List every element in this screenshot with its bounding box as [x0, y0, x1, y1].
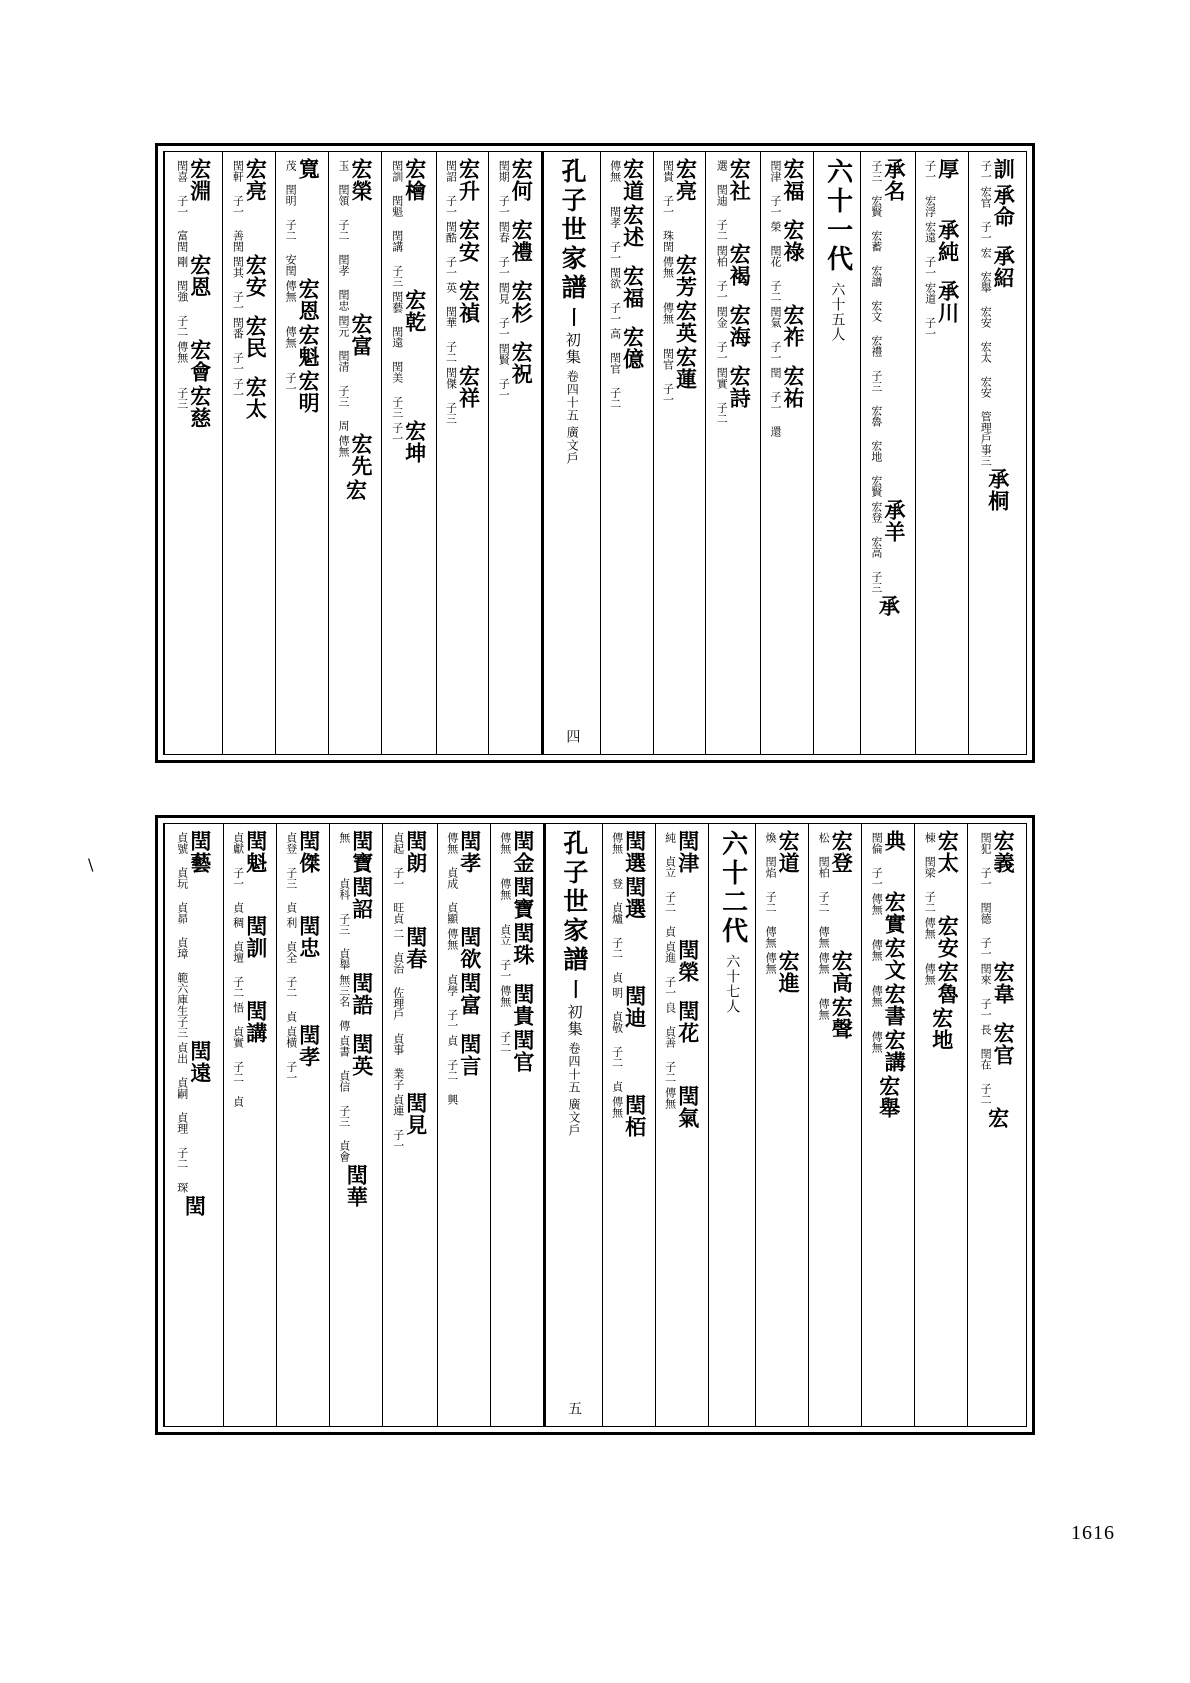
column-5	[705, 152, 760, 754]
entry: 承命 宏官 子一	[979, 184, 1017, 243]
inner-page-number: 四	[564, 729, 581, 744]
entry: 承紹 宏 宏舉 宏安 宏太 宏安 管理戶事三	[979, 245, 1017, 466]
book-title-column	[541, 152, 600, 754]
column-9	[436, 152, 489, 754]
entry: 宏升 閏詔 子一	[444, 158, 482, 217]
column-7	[600, 152, 653, 754]
entry: 宏道 傳無	[608, 158, 646, 202]
entry: 宏何 閏期 子一	[497, 158, 535, 217]
entry: 閏選 傳無	[610, 830, 648, 874]
entry: 閏遠 貞出 貞嗣 貞理 子二 琛	[175, 1040, 213, 1193]
page-margin-tick: \	[88, 855, 94, 874]
entry: 宏坤 子一	[390, 420, 428, 464]
entry: 閏栢 傳無	[610, 1094, 648, 1138]
entry: 閏寶 傳無	[498, 876, 536, 920]
column-12	[275, 152, 328, 754]
entry: 宏書 傳無	[870, 983, 908, 1027]
entry: 閏華	[344, 1164, 370, 1208]
entry: 宏安 閏其 子一	[231, 254, 269, 313]
book-title: 孔子世家譜	[559, 830, 589, 975]
entry: 宏海 閏金 子一	[715, 304, 753, 363]
entry: 宏祿 榮 閏花 子二	[768, 219, 806, 302]
generation-count: 六十七人	[724, 954, 741, 1014]
entry: 閏金 傳無	[498, 830, 536, 874]
entry: 閏詔 貞科 子三 貞舉	[337, 876, 375, 970]
entry: 宏舉	[876, 1075, 902, 1119]
entry: 宏高 傳無	[817, 950, 855, 994]
entry: 閏春 二 貞治 佐理戶 貞事 業子	[391, 926, 429, 1090]
entry: 閏榮 貞進 子一	[663, 939, 701, 998]
column-5	[755, 824, 808, 1426]
entry: 閏欲 傳無	[445, 926, 483, 970]
entry: 宏榮 玉 閏領 子二 閏孝 閏忠	[336, 158, 374, 311]
entry: 閏孝 貞横 子一	[284, 1024, 322, 1083]
entry: 宏道 煥 閏焰 子二 傳無	[764, 830, 802, 948]
entry: 承川 宏道 子一	[923, 280, 961, 339]
entry: 宏亮 閏貴 子一 珠閏	[661, 158, 699, 252]
entry: 宏會 傳無	[175, 339, 213, 383]
column-1	[968, 152, 1026, 754]
entry: 典 閏倫 子一	[870, 830, 908, 889]
entry: 宏亮 閏軒 子一 善閏	[231, 158, 269, 252]
column-13	[223, 824, 276, 1426]
column-3	[860, 152, 915, 754]
entry: 訓 子一	[979, 158, 1017, 182]
entry: 閏氣 傳無	[663, 1085, 701, 1129]
entry: 宏明 子一	[284, 370, 322, 414]
entry: 閏朗 貞起 子一 旺貞	[391, 830, 429, 924]
entry: 承桐	[985, 468, 1011, 512]
entry: 宏淵 閏喜 子一 富閏	[175, 158, 213, 252]
column-7	[602, 824, 655, 1426]
entry: 閏魁 貞獻 子一 貞	[231, 830, 269, 913]
entry: 宏民 閏番 子一	[231, 315, 269, 374]
entry: 宏先 傳無	[336, 433, 374, 477]
column-8	[490, 824, 543, 1426]
entry: 宏禮 閏春 子一	[497, 219, 535, 278]
entry: 宏祝 閏賢 子一	[497, 341, 535, 400]
entry: 閏選 登 貞爐 子二 貞	[610, 876, 648, 983]
entry: 寬 茂 閏明 子二 安閏	[284, 158, 322, 276]
entry: 閏英 貞書 貞信 子三 貞會	[337, 1033, 375, 1162]
section-mark-icon: 〡	[560, 307, 585, 328]
book-publisher: 廣文戶	[565, 426, 580, 465]
entry: 宏福 閏欲 子一	[608, 265, 646, 324]
generation-title-column	[708, 824, 755, 1426]
entry: 閏訓 稠 貞壇 子二	[231, 915, 269, 998]
entry: 承純 宏遠 子一	[923, 219, 961, 278]
entry: 閏藝 貞號 貞玩 貞昴 貞璋 範六庫生子三	[175, 830, 213, 1038]
column-2	[915, 152, 968, 754]
entry: 宏太 子一	[231, 376, 269, 420]
entry: 宏進 傳無	[764, 950, 802, 994]
entry: 宏億 高 閏官 子二	[608, 326, 646, 409]
column-10	[382, 824, 437, 1426]
entry: 閏貴 傳無	[498, 983, 536, 1027]
section-mark-icon: 〡	[562, 979, 587, 1000]
column-14	[164, 824, 223, 1426]
generation-title: 六十二代	[717, 830, 748, 946]
column-4	[808, 824, 861, 1426]
book-title: 孔子世家譜	[558, 158, 588, 303]
entry: 宏	[985, 1107, 1011, 1129]
entry: 宏講 傳無	[870, 1029, 908, 1073]
entry: 承	[876, 595, 902, 617]
entry: 閏珠 貞立 子一	[498, 922, 536, 981]
generation-count: 六十五人	[829, 282, 846, 342]
entry: 閏迪 明 貞敬 子二 貞	[610, 985, 648, 1092]
entry: 厚 子一 宏浮	[923, 158, 961, 217]
entry: 宏社 選 閏迪 子二	[715, 158, 753, 241]
entry: 宏蓮 閏官 子一	[661, 346, 699, 405]
entry: 承名 子三 宏賢 宏蓄 宏譜 宏文 宏禮 子三 宏魯 宏地 宏賢	[869, 158, 907, 497]
entry: 宏實 傳無	[870, 891, 908, 935]
entry: 閏寶 無	[337, 830, 375, 874]
entry: 閏傑 貞登 子三 貞	[284, 830, 322, 913]
inner-page-number: 五	[566, 1401, 583, 1416]
entry: 宏芳 傳無	[661, 254, 699, 298]
generation-title: 六十一代	[822, 158, 853, 274]
column-6	[653, 152, 706, 754]
entry: 承羊 宏登 宏高 子三	[869, 499, 907, 593]
entry: 閏富 貞學 子一	[445, 972, 483, 1031]
column-11	[329, 824, 382, 1426]
book-volume: 卷四十五	[567, 1042, 582, 1094]
entry: 宏恩 傳無	[284, 278, 322, 322]
column-12	[276, 824, 329, 1426]
entry: 宏韋 閏來 子一	[979, 961, 1017, 1020]
entry: 宏禎 英 閏華 子二	[444, 280, 482, 363]
column-13	[222, 152, 275, 754]
entry: 宏檜 閏訓 閏魁 閏講 子三	[390, 158, 428, 287]
entry: 閏津 純 貞立 子二 貞	[663, 830, 701, 937]
column-1	[967, 824, 1026, 1426]
entry: 宏述 閏孝 子一	[608, 204, 646, 263]
entry: 宏祚 閏氣 子一	[768, 304, 806, 363]
entry: 閏忠 利 貞全 子二 貞	[284, 915, 322, 1022]
book-subtitle: 初集	[565, 1004, 584, 1038]
entry: 宏祥 閏傑 子三	[444, 365, 482, 424]
entry: 宏安 傳無	[923, 915, 961, 959]
entry: 宏慈 子三	[175, 385, 213, 429]
page-number: 1616	[1071, 1522, 1115, 1544]
entry: 宏地	[929, 1007, 955, 1051]
genealogy-block-62nd-generation	[155, 815, 1035, 1435]
entry: 宏魯 傳無	[923, 961, 961, 1005]
entry: 宏文 傳無	[870, 937, 908, 981]
entry: 宏祐 閏 子一 還	[768, 365, 806, 437]
column-8	[488, 152, 541, 754]
entry: 宏杉 閏見 子一	[497, 280, 535, 339]
entry: 宏安 閏酷 子一	[444, 219, 482, 278]
book-volume: 卷四十五	[565, 370, 580, 422]
entry: 宏登 松 閏柏 子二 傳無	[817, 830, 855, 948]
column-14	[164, 152, 222, 754]
column-10	[381, 152, 436, 754]
column-6	[655, 824, 708, 1426]
entry: 宏義 閏犯 子一 閏德 子一	[979, 830, 1017, 959]
entry: 閏見 貞連 子一	[391, 1092, 429, 1151]
entry: 宏福 閏津 子一	[768, 158, 806, 217]
book-publisher: 廣文戶	[567, 1098, 582, 1137]
entry: 閏官 子二	[498, 1029, 536, 1073]
entry: 閏誥 無三名 傳	[337, 972, 375, 1031]
entry: 宏魁 傳無	[284, 324, 322, 368]
entry: 宏聲 傳無	[817, 996, 855, 1040]
generation-title-column	[813, 152, 860, 754]
entry: 宏乾 閏藝 閏遠 閏美 子三	[390, 289, 428, 418]
entry: 宏富 閏元 閏清 子三 周	[336, 313, 374, 431]
entry: 宏英 傳無	[661, 300, 699, 344]
entry: 閏花 良 貞善 子二	[663, 1000, 701, 1083]
entry: 宏褐 閏柏 子一	[715, 243, 753, 302]
entry: 宏官 長 閏在 子二	[979, 1022, 1017, 1105]
entry: 閏言 貞 子二 興	[445, 1033, 483, 1105]
book-title-column	[543, 824, 602, 1426]
entry: 宏	[343, 479, 369, 501]
entry: 閏	[182, 1195, 208, 1217]
column-4	[760, 152, 813, 754]
entry: 閏孝 傳無 貞成 貞顯	[445, 830, 483, 924]
column-11	[328, 152, 381, 754]
column-3	[861, 824, 914, 1426]
entry: 宏詩 閏實 子二	[715, 365, 753, 424]
column-2	[914, 824, 967, 1426]
entry: 閏講 悟 貞實 子二 貞	[231, 1000, 269, 1107]
column-9	[437, 824, 490, 1426]
entry: 宏太 棟 閏梁 子二	[923, 830, 961, 913]
entry: 宏恩 剛 閏強 子二	[175, 254, 213, 337]
genealogy-block-61st-generation	[155, 143, 1035, 763]
book-subtitle: 初集	[563, 332, 582, 366]
